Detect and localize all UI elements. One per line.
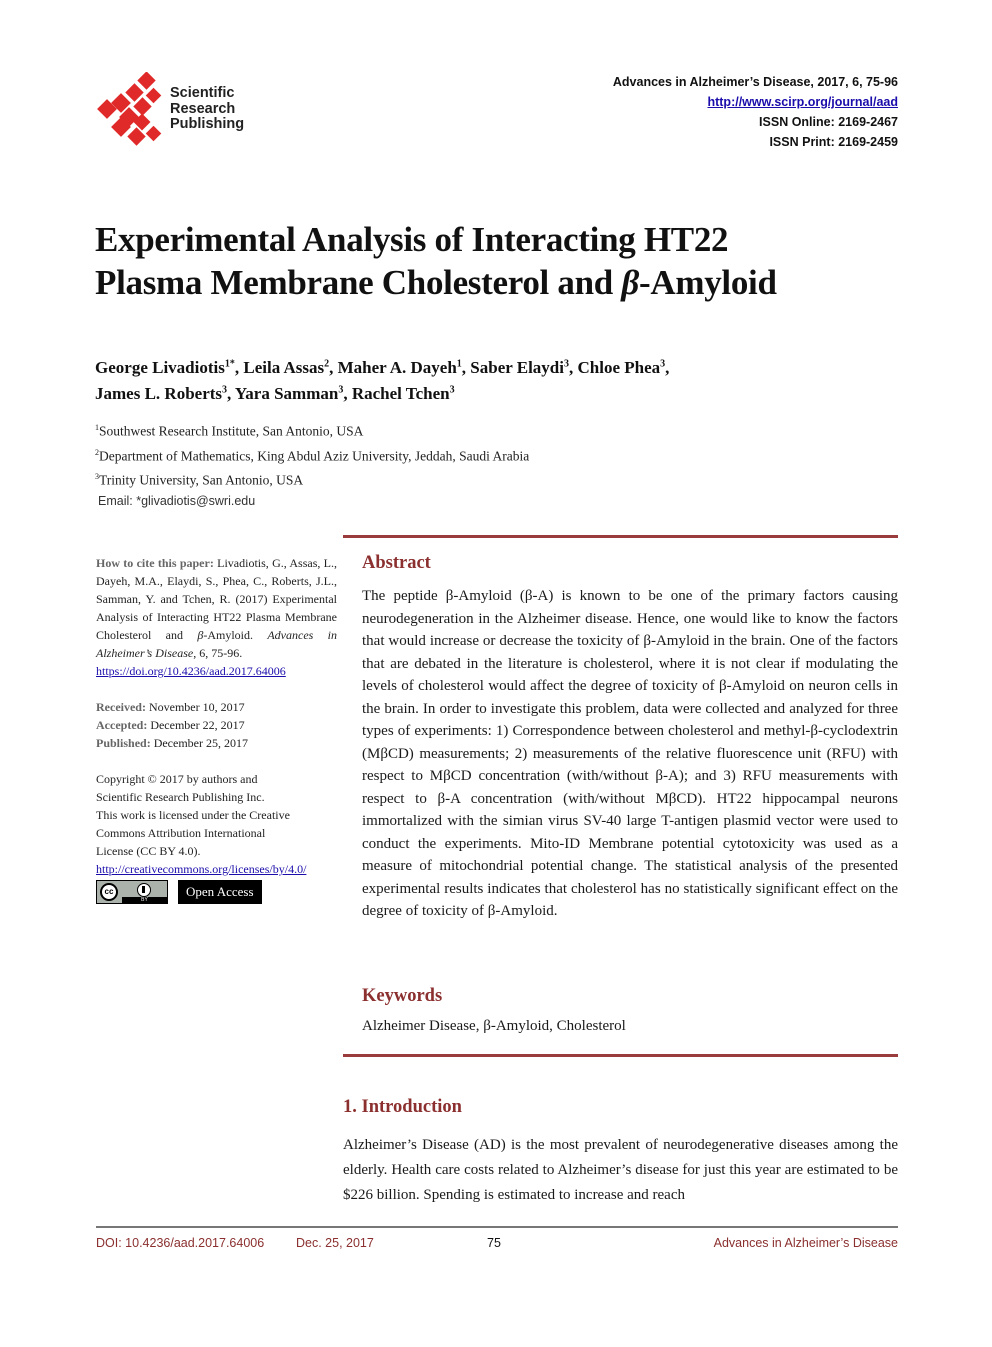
author-name: Saber Elaydi	[470, 357, 564, 377]
title-line	[95, 261, 915, 304]
journal-info	[613, 72, 898, 152]
affiliation	[95, 442, 529, 467]
beta-symbol: β	[197, 628, 204, 642]
separator: ,	[227, 384, 235, 404]
license-badges	[96, 880, 337, 904]
author-affiliation-marker: 3	[338, 384, 344, 396]
title-text: Plasma Membrane Cholesterol and	[95, 263, 622, 302]
copyright-line: License (CC BY 4.0).	[96, 844, 201, 858]
by-label: BY	[122, 897, 167, 903]
author	[235, 384, 352, 403]
doi-link[interactable]: https://doi.org/10.4236/aad.2017.64006	[96, 664, 286, 678]
issn-online: ISSN Online: 2169-2467	[759, 115, 898, 129]
cc-icon: cc	[100, 883, 118, 901]
affiliation-marker: 2	[95, 447, 99, 457]
title-text: -Amyloid	[639, 263, 777, 302]
corresponding-email[interactable]: Email: *glivadiotis@swri.edu	[98, 493, 256, 508]
copyright-line: This work is licensed under the Creative	[96, 808, 290, 822]
accepted-value: December 22, 2017	[147, 718, 245, 732]
paper-title	[95, 218, 915, 304]
footer-date: Dec. 25, 2017	[296, 1236, 374, 1250]
affiliations	[95, 417, 529, 512]
copyright-notice	[96, 770, 337, 878]
affiliation-text: Southwest Research Institute, San Antonio, USA	[99, 423, 364, 439]
footer-journal: Advances in Alzheimer’s Disease	[713, 1236, 898, 1250]
open-access-badge[interactable]: Open Access	[178, 880, 262, 904]
author-name: Leila Assas	[243, 357, 325, 377]
affiliation	[95, 466, 529, 491]
diamond-grid-logo-icon	[96, 72, 166, 148]
author-name: Yara Samman	[234, 384, 339, 404]
publisher-name-line: Publishing	[170, 116, 245, 132]
published-date	[96, 734, 337, 752]
accepted-date	[96, 716, 337, 734]
how-to-cite	[96, 554, 337, 680]
separator: ,	[329, 357, 338, 377]
publisher-name-line: Scientific	[170, 85, 235, 101]
copyright-line: Scientific Research Publishing Inc.	[96, 790, 265, 804]
received-value: November 10, 2017	[145, 700, 245, 714]
author-affiliation-marker: 1*	[224, 358, 235, 369]
publisher-name-line: Research	[170, 100, 236, 117]
author-affiliation-marker: 2	[324, 358, 330, 369]
license-link[interactable]: http://creativecommons.org/licenses/by/4.0/	[96, 862, 307, 876]
abstract-top-rule	[343, 535, 898, 538]
separator: ,	[568, 357, 578, 377]
author	[577, 358, 669, 377]
separator: ,	[234, 357, 244, 377]
cite-volume: , 6, 75-96.	[193, 646, 243, 660]
abstract-bottom-rule	[343, 1054, 898, 1057]
footer-doi: DOI: 10.4236/aad.2017.64006	[96, 1236, 265, 1250]
beta-symbol: β	[621, 263, 640, 302]
separator: ,	[665, 357, 670, 377]
author	[338, 358, 471, 377]
cite-label: How to cite this paper:	[96, 556, 214, 570]
keywords-text: Alzheimer Disease, β-Amyloid, Cholesterol	[362, 1018, 626, 1034]
cite-journal: Advances in Alzheimer’s Disease	[96, 628, 337, 660]
author-name: George Livadiotis	[95, 357, 225, 377]
author	[95, 384, 235, 403]
author-name: Rachel Tchen	[351, 384, 450, 404]
received-date	[96, 698, 337, 716]
publication-dates	[96, 698, 337, 752]
citation-sidebar	[96, 554, 337, 904]
footer-rule	[96, 1226, 898, 1228]
cite-text: Livadiotis, G., Assas, L., Dayeh, M.A., Elaydi, S., Phea, C., Roberts, J.L., Samman, Y. and Tchen, R. (2017) Experimental Analysis of Interacting HT22 Plasma Membrane Cholesterol and	[96, 556, 337, 642]
journal-url-link[interactable]: http://www.scirp.org/journal/aad	[707, 95, 898, 109]
issn-print: ISSN Print: 2169-2459	[769, 135, 898, 149]
published-value: December 25, 2017	[150, 736, 248, 750]
cite-text: -Amyloid.	[203, 628, 268, 642]
keywords-heading: Keywords	[362, 986, 443, 1006]
author	[243, 358, 337, 377]
page-footer	[96, 1236, 898, 1254]
separator: ,	[461, 357, 471, 377]
author-name: Maher A. Dayeh	[337, 357, 457, 377]
publisher-logo	[96, 72, 256, 148]
author-affiliation-marker: 3	[222, 384, 228, 396]
publisher-name	[170, 86, 244, 133]
title-line: Experimental Analysis of Interacting HT22	[95, 220, 729, 259]
author-name: James L. Roberts	[95, 384, 223, 404]
journal-citation: Advances in Alzheimer’s Disease, 2017, 6, 75-96	[612, 75, 898, 89]
copyright-line: Commons Attribution International	[96, 826, 266, 840]
author-affiliation-marker: 3	[660, 358, 666, 369]
affiliation-marker: 1	[95, 423, 99, 432]
affiliation-text: Trinity University, San Antonio, USA	[99, 472, 304, 488]
introduction-heading: 1. Introduction	[343, 1097, 462, 1117]
introduction-text: Alzheimer’s Disease (AD) is the most prevalent of neurodegenerative diseases among the elderly. Health care costs related to Alzheimer’s disease for just this year are estimated to be $226 billion. Spending is estimated to increase and reach	[343, 1137, 898, 1203]
author-affiliation-marker: 1	[456, 358, 462, 369]
abstract-text: The peptide β-Amyloid (β-A) is known to be one of the primary factors causing neurodegeneration in the Alzheimer disease. Hence, one would like to know the factors that would increase or decrease the toxicity of β-Amyloid in the brain. One of the factors that are debated in the literature is cholesterol, where it is not clear if modulating the levels of cholesterol would affect the degree of toxicity of β-Amyloid on neuron cells in the brain. In order to investigate this problem, data were collected and analyzed for three types of experiments: 1) Correspondence between cholesterol and methyl-β-cyclodextrin (MβCD) measurements; 2) measurements of the relative fluorescence unit (RFU) with respect to MβCD concentration (with/without β-A); and 3) RFU measurements with respect to β-A concentration (with/without MβCD). HT22 hippocampal neurons immortalized with the simian virus SV-40 large T-antigen plasmid vector were used to conduct the experiments. Mito-ID Membrane potential cytotoxicity was used as a measure of mitochondrial potential change. The statistical analysis of the presented experimental results indicates that cholesterol has no statistically significant effect on the degree of toxicity of β-Amyloid.	[362, 588, 898, 919]
affiliation	[95, 417, 529, 442]
affiliation-marker: 3	[95, 472, 99, 481]
author-name: Chloe Phea	[577, 357, 661, 377]
author-affiliation-marker: 3	[563, 358, 569, 369]
attribution-icon	[137, 883, 151, 897]
received-label: Received:	[96, 700, 146, 714]
author-list	[95, 352, 855, 405]
page-number: 75	[487, 1236, 501, 1250]
cc-by-license-icon[interactable]	[96, 880, 168, 904]
author	[352, 384, 455, 403]
author-affiliation-marker: 3	[449, 384, 455, 396]
accepted-label: Accepted:	[96, 718, 148, 732]
copyright-line: Copyright © 2017 by authors and	[96, 772, 258, 786]
author	[470, 358, 577, 377]
affiliation-text: Department of Mathematics, King Abdul Aziz University, Jeddah, Saudi Arabia	[99, 448, 530, 463]
abstract-heading: Abstract	[362, 553, 431, 573]
author	[95, 358, 243, 377]
separator: ,	[343, 384, 352, 404]
published-label: Published:	[96, 736, 151, 750]
